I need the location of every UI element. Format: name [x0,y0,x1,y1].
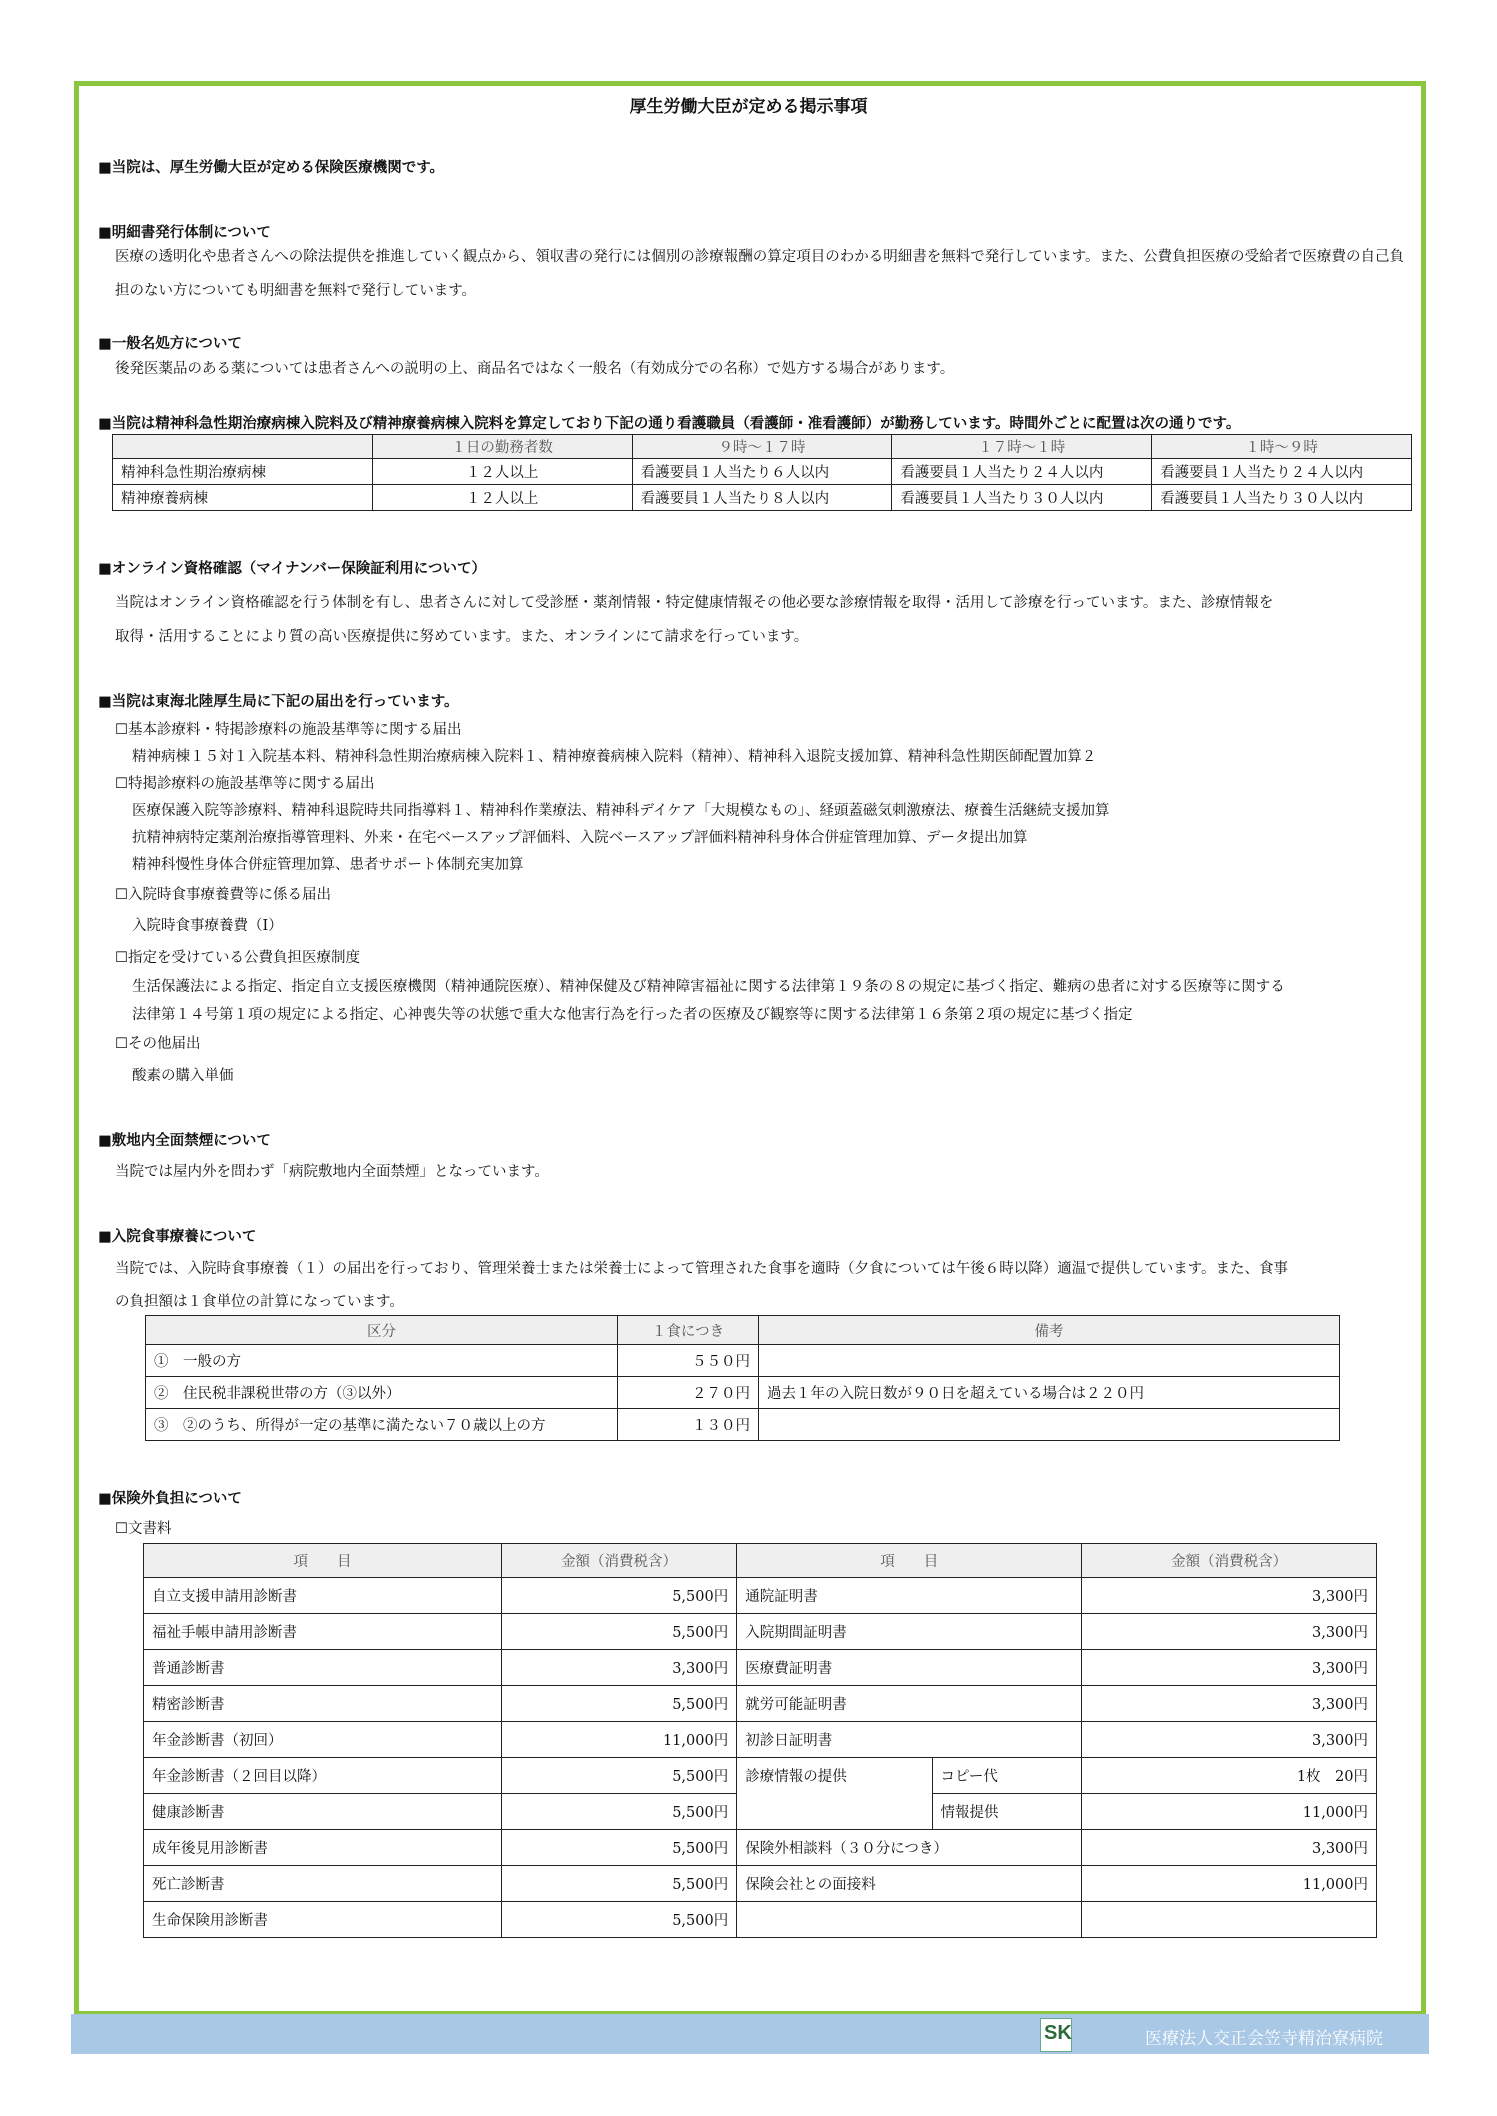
document-price: 5,500円 [501,1614,736,1650]
document-fee-table [143,1543,1377,1938]
document-price: 3,300円 [1082,1650,1377,1686]
table-row [144,1866,1377,1902]
notification-item: ☐基本診療料・特掲診療料の施設基準等に関する届出 [115,722,462,738]
table-row [144,1830,1377,1866]
generic-name-heading: ■一般名処方について [98,335,242,352]
notification-detail: 入院時食事療養費（Ⅰ） [132,918,283,934]
table-row [113,459,1412,485]
meal-price: ５５０円 [618,1345,759,1377]
notification-item: ☐特掲診療料の施設基準等に関する届出 [115,776,375,792]
meal-table [145,1315,1340,1441]
meal-category: ① 一般の方 [146,1345,618,1377]
staff-count: １２人以上 [372,459,632,485]
meal-header-cell: 備考 [759,1316,1340,1345]
logo-mark: SK [1044,2022,1072,2044]
smoking-heading: ■敷地内全面禁煙について [98,1132,271,1149]
document-name: 保険外相談料（３０分につき） [737,1830,1082,1866]
table-row [146,1409,1340,1441]
insurance-notice: ■当院は、厚生労働大臣が定める保険医療機関です。 [98,159,445,176]
meal-heading: ■入院食事療養について [98,1228,257,1245]
ratio-cell: 看護要員１人当たり３０人以内 [1152,485,1412,511]
ward-name: 精神科急性期治療病棟 [113,459,373,485]
table-row [113,485,1412,511]
notification-detail: 抗精神病特定薬剤治療指導管理料、外来・在宅ベースアップ評価料、入院ベースアップ評価料精神科身体合併症管理加算、データ提出加算 [132,830,1028,846]
document-name: 自立支援申請用診断書 [144,1578,502,1614]
fees-heading: ■保険外負担について [98,1490,242,1507]
fee-header-cell: 金額（消費税含） [501,1544,736,1578]
document-price: 3,300円 [1082,1578,1377,1614]
meal-category: ③ ②のうち、所得が一定の基準に満たない７０歳以上の方 [146,1409,618,1441]
table-row [144,1686,1377,1722]
online-heading: ■オンライン資格確認（マイナンバー保険証利用について） [98,560,486,577]
table-row [144,1578,1377,1614]
document-name: 死亡診断書 [144,1866,502,1902]
hospital-name: 医療法人交正会笠寺精治寮病院 [1145,2029,1383,2049]
statement-body: 医療の透明化や患者さんへの除法提供を推進していく観点から、領収書の発行には個別の診療報酬の算定項目のわかる明細書を無料で発行しています。また、公費負担医療の受給者で医療費の自己負担のない方についても明細書を無料で発行しています。 [115,249,1405,299]
notification-detail: 精神病棟１５対１入院基本料、精神科急性期治療病棟入院料１、精神療養病棟入院料（精神）、精神科入退院支援加算、精神科急性期医師配置加算２ [132,749,1097,765]
meal-header-cell: 区分 [146,1316,618,1345]
info-provide-price: 11,000円 [1082,1794,1377,1830]
document-name: 年金診断書（２回目以降） [144,1758,502,1794]
meal-price: ２７０円 [618,1377,759,1409]
copy-fee-label: コピー代 [932,1758,1082,1794]
document-name: 健康診断書 [144,1794,502,1830]
document-name: 成年後見用診断書 [144,1830,502,1866]
ratio-cell: 看護要員１人当たり８人以内 [632,485,892,511]
meal-header-cell: １食につき [618,1316,759,1345]
document-price: 5,500円 [501,1830,736,1866]
empty-cell [737,1902,1082,1938]
meal-note [759,1409,1340,1441]
meal-body-1: 当院では、入院時食事療養（１）の届出を行っており、管理栄養士または栄養士によって管理された食事を適時（夕食については午後６時以降）適温で提供しています。また、食事 [115,1261,1289,1277]
notification-item: ☐指定を受けている公費負担医療制度 [115,950,360,966]
document-price: 3,300円 [501,1650,736,1686]
document-name: 福祉手帳申請用診断書 [144,1614,502,1650]
nursing-heading: ■当院は精神科急性期治療病棟入院料及び精神療養病棟入院料を算定しており下記の通り看護職員（看護師・准看護師）が勤務しています。時間外ごとに配置は次の通りです。 [98,415,1241,432]
document-price: 5,500円 [501,1758,736,1794]
ratio-cell: 看護要員１人当たり６人以内 [632,459,892,485]
document-price: 11,000円 [501,1722,736,1758]
document-name: 保険会社との面接料 [737,1866,1082,1902]
ratio-cell: 看護要員１人当たり２４人以内 [1152,459,1412,485]
document-price: 3,300円 [1082,1614,1377,1650]
nursing-header-cell [113,435,373,459]
document-name: 精密診断書 [144,1686,502,1722]
table-row [146,1377,1340,1409]
nursing-table [112,434,1412,511]
notification-detail: 生活保護法による指定、指定自立支援医療機関（精神通院医療）、精神保健及び精神障害福祉に関する法律第１９条の８の規定に基づく指定、難病の患者に対する医療等に関する [132,979,1285,995]
document-price: 3,300円 [1082,1722,1377,1758]
smoking-body: 当院では屋内外を問わず「病院敷地内全面禁煙」となっています。 [115,1164,549,1180]
notification-detail: 法律第１４号第１項の規定による指定、心神喪失等の状態で重大な他害行為を行った者の医療及び観察等に関する法律第１６条第２項の規定に基づく指定 [132,1007,1133,1023]
document-name: 医療費証明書 [737,1650,1082,1686]
table-row [144,1758,1377,1794]
copy-fee-price: 1枚 20円 [1082,1758,1377,1794]
info-provide-label: 情報提供 [932,1794,1082,1830]
ratio-cell: 看護要員１人当たり３０人以内 [892,485,1152,511]
table-row [144,1722,1377,1758]
document-price: 5,500円 [501,1902,736,1938]
meal-body-2: の負担額は１食単位の計算になっています。 [115,1294,404,1310]
nursing-header-cell: １７時～１時 [892,435,1152,459]
document-name: 生命保険用診断書 [144,1902,502,1938]
documents-subheading: ☐文書料 [115,1521,172,1537]
table-row [144,1614,1377,1650]
nursing-header-cell: １日の勤務者数 [372,435,632,459]
staff-count: １２人以上 [372,485,632,511]
table-row [144,1650,1377,1686]
notification-detail: 精神科慢性身体合併症管理加算、患者サポート体制充実加算 [132,857,524,873]
statement-heading: ■明細書発行体制について [98,224,271,241]
meal-category: ② 住民税非課税世帯の方（③以外） [146,1377,618,1409]
document-price: 5,500円 [501,1794,736,1830]
document-name: 入院期間証明書 [737,1614,1082,1650]
nursing-header-cell: １時～９時 [1152,435,1412,459]
ward-name: 精神療養病棟 [113,485,373,511]
hospital-logo [1040,2018,1072,2052]
meal-price: １３０円 [618,1409,759,1441]
document-price: 11,000円 [1082,1866,1377,1902]
ratio-cell: 看護要員１人当たり２４人以内 [892,459,1152,485]
document-name: 通院証明書 [737,1578,1082,1614]
generic-name-body: 後発医薬品のある薬については患者さんへの説明の上、商品名ではなく一般名（有効成分での名称）で処方する場合があります。 [115,361,955,377]
document-name: 就労可能証明書 [737,1686,1082,1722]
online-body-2: 取得・活用することにより質の高い医療提供に努めています。また、オンラインにて請求を行っています。 [115,629,809,645]
table-row [144,1902,1377,1938]
table-row [146,1345,1340,1377]
notification-item: ☐入院時食事療養費等に係る届出 [115,887,331,903]
fee-header-cell: 項 目 [737,1544,1082,1578]
notification-detail: 医療保護入院等診療料、精神科退院時共同指導料１、精神科作業療法、精神科デイケア「大規模なもの」、経頭蓋磁気刺激療法、療養生活継続支援加算 [132,803,1110,819]
online-body-1: 当院はオンライン資格確認を行う体制を有し、患者さんに対して受診歴・薬剤情報・特定健康情報その他必要な診療情報を取得・活用して診療を行っています。また、診療情報を [115,595,1274,611]
meal-note: 過去１年の入院日数が９０日を超えている場合は２２０円 [759,1377,1340,1409]
document-price: 5,500円 [501,1578,736,1614]
document-price: 5,500円 [501,1866,736,1902]
fee-header-cell: 項 目 [144,1544,502,1578]
fee-header-cell: 金額（消費税含） [1082,1544,1377,1578]
document-name: 普通診断書 [144,1650,502,1686]
nursing-header-cell: ９時～１７時 [632,435,892,459]
info-provision-label: 診療情報の提供 [737,1758,932,1830]
notification-item: ☐その他届出 [115,1036,201,1052]
page-title: 厚生労働大臣が定める掲示事項 [629,97,868,117]
document-price: 3,300円 [1082,1686,1377,1722]
notification-heading: ■当院は東海北陸厚生局に下記の届出を行っています。 [98,693,459,710]
document-price: 3,300円 [1082,1830,1377,1866]
meal-note [759,1345,1340,1377]
notification-detail: 酸素の購入単価 [132,1068,234,1084]
document-name: 年金診断書（初回） [144,1722,502,1758]
document-name: 初診日証明書 [737,1722,1082,1758]
document-price: 5,500円 [501,1686,736,1722]
empty-cell [1082,1902,1377,1938]
